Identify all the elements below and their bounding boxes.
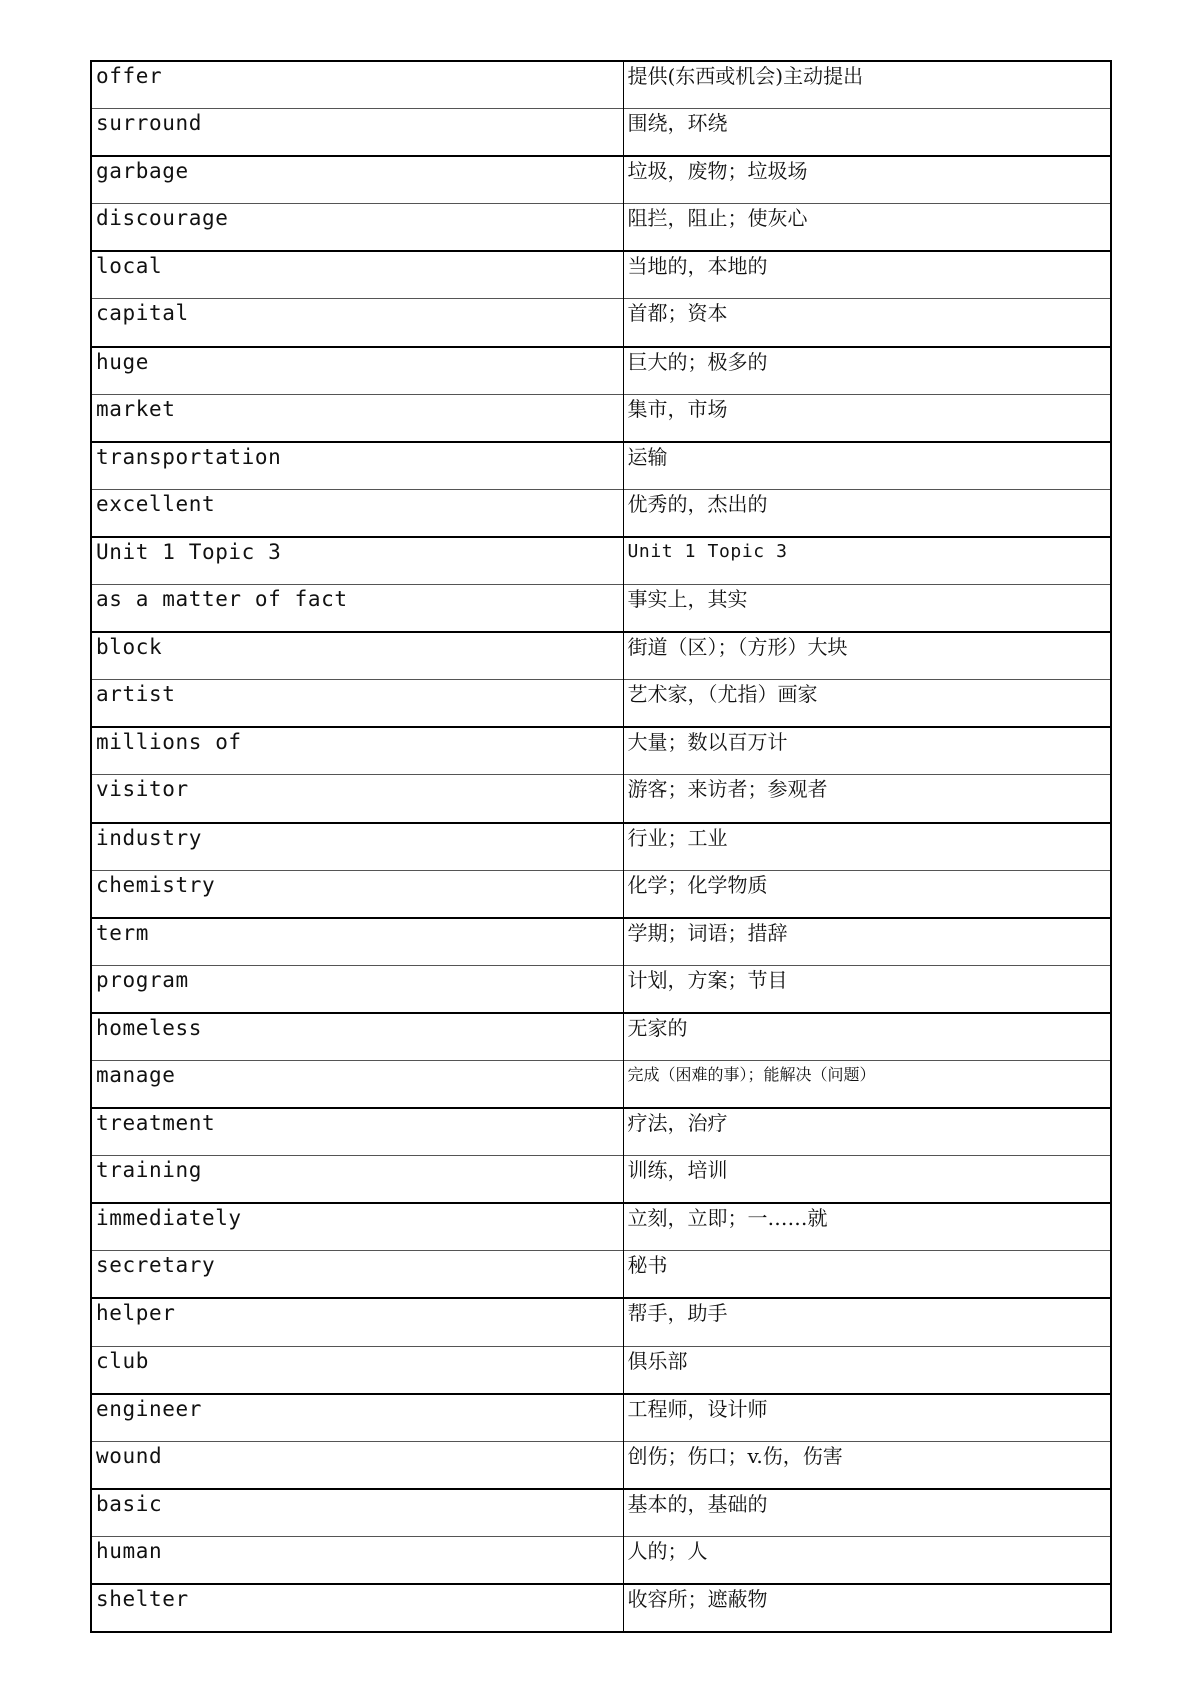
table-row (91, 918, 1111, 966)
chinese-meaning-cell: 化学；化学物质 (623, 870, 1111, 918)
chinese-meaning-cell: 学期；词语；措辞 (623, 918, 1111, 966)
chinese-meaning-cell: 巨大的；极多的 (623, 347, 1111, 395)
english-word-cell: human (91, 1536, 623, 1584)
chinese-meaning-cell: 计划，方案；节目 (623, 965, 1111, 1013)
table-row (91, 394, 1111, 442)
table-row (91, 1060, 1111, 1108)
table-row (91, 1013, 1111, 1061)
table-row (91, 1108, 1111, 1156)
table-row (91, 1203, 1111, 1251)
english-word-cell: wound (91, 1441, 623, 1489)
table-row (91, 1489, 1111, 1537)
english-word-cell: surround (91, 109, 623, 157)
english-word-cell: treatment (91, 1108, 623, 1156)
english-word-cell: transportation (91, 442, 623, 490)
table-row (91, 585, 1111, 633)
english-word-cell: visitor (91, 775, 623, 823)
english-word-cell: block (91, 632, 623, 680)
table-row (91, 965, 1111, 1013)
english-word-cell: training (91, 1156, 623, 1204)
english-word-cell: chemistry (91, 870, 623, 918)
table-row (91, 109, 1111, 157)
english-word-cell: market (91, 394, 623, 442)
english-word-cell: as a matter of fact (91, 585, 623, 633)
chinese-meaning-cell: 完成（困难的事）；能解决（问题） (623, 1060, 1111, 1108)
table-row (91, 1298, 1111, 1346)
table-row (91, 347, 1111, 395)
english-word-cell: homeless (91, 1013, 623, 1061)
table-row (91, 1156, 1111, 1204)
table-row (91, 251, 1111, 299)
table-row (91, 1251, 1111, 1299)
chinese-meaning-cell: 优秀的，杰出的 (623, 489, 1111, 537)
table-row (91, 1536, 1111, 1584)
chinese-meaning-cell: 立刻，立即；一……就 (623, 1203, 1111, 1251)
chinese-meaning-cell: 运输 (623, 442, 1111, 490)
table-row (91, 1394, 1111, 1442)
table-row (91, 204, 1111, 252)
chinese-meaning-cell: 当地的，本地的 (623, 251, 1111, 299)
english-word-cell: term (91, 918, 623, 966)
chinese-meaning-cell: 俱乐部 (623, 1346, 1111, 1394)
table-row (91, 775, 1111, 823)
chinese-meaning-cell: 创伤；伤口；v.伤，伤害 (623, 1441, 1111, 1489)
english-word-cell: capital (91, 299, 623, 347)
chinese-meaning-cell: 大量；数以百万计 (623, 727, 1111, 775)
chinese-meaning-cell: 艺术家，（尤指）画家 (623, 680, 1111, 728)
table-row (91, 61, 1111, 109)
english-word-cell: industry (91, 823, 623, 871)
chinese-meaning-cell: 收容所；遮蔽物 (623, 1584, 1111, 1632)
english-word-cell: secretary (91, 1251, 623, 1299)
english-word-cell: shelter (91, 1584, 623, 1632)
english-word-cell: immediately (91, 1203, 623, 1251)
table-row (91, 442, 1111, 490)
chinese-meaning-cell: 疗法，治疗 (623, 1108, 1111, 1156)
english-word-cell: artist (91, 680, 623, 728)
vocabulary-table-body (91, 61, 1111, 1632)
english-word-cell: garbage (91, 156, 623, 204)
table-row (91, 156, 1111, 204)
table-row (91, 632, 1111, 680)
english-word-cell: basic (91, 1489, 623, 1537)
chinese-meaning-cell: 首都；资本 (623, 299, 1111, 347)
table-row (91, 1584, 1111, 1632)
table-row (91, 823, 1111, 871)
chinese-meaning-cell: 人的；人 (623, 1536, 1111, 1584)
table-row (91, 1346, 1111, 1394)
vocabulary-table (90, 60, 1112, 1633)
table-row (91, 727, 1111, 775)
chinese-meaning-cell: Unit 1 Topic 3 (623, 537, 1111, 585)
chinese-meaning-cell: 街道（区）；（方形）大块 (623, 632, 1111, 680)
english-word-cell: excellent (91, 489, 623, 537)
chinese-meaning-cell: 事实上，其实 (623, 585, 1111, 633)
english-word-cell: program (91, 965, 623, 1013)
chinese-meaning-cell: 无家的 (623, 1013, 1111, 1061)
english-word-cell: club (91, 1346, 623, 1394)
chinese-meaning-cell: 秘书 (623, 1251, 1111, 1299)
table-row (91, 537, 1111, 585)
chinese-meaning-cell: 集市，市场 (623, 394, 1111, 442)
table-row (91, 489, 1111, 537)
chinese-meaning-cell: 帮手，助手 (623, 1298, 1111, 1346)
english-word-cell: engineer (91, 1394, 623, 1442)
chinese-meaning-cell: 游客；来访者；参观者 (623, 775, 1111, 823)
chinese-meaning-cell: 提供(东西或机会)主动提出 (623, 61, 1111, 109)
table-row (91, 299, 1111, 347)
chinese-meaning-cell: 阻拦，阻止；使灰心 (623, 204, 1111, 252)
english-word-cell: Unit 1 Topic 3 (91, 537, 623, 585)
english-word-cell: discourage (91, 204, 623, 252)
chinese-meaning-cell: 基本的，基础的 (623, 1489, 1111, 1537)
english-word-cell: offer (91, 61, 623, 109)
chinese-meaning-cell: 训练，培训 (623, 1156, 1111, 1204)
chinese-meaning-cell: 行业；工业 (623, 823, 1111, 871)
english-word-cell: huge (91, 347, 623, 395)
chinese-meaning-cell: 工程师，设计师 (623, 1394, 1111, 1442)
english-word-cell: millions of (91, 727, 623, 775)
chinese-meaning-cell: 围绕，环绕 (623, 109, 1111, 157)
english-word-cell: manage (91, 1060, 623, 1108)
english-word-cell: local (91, 251, 623, 299)
table-row (91, 870, 1111, 918)
chinese-meaning-cell: 垃圾，废物；垃圾场 (623, 156, 1111, 204)
table-row (91, 1441, 1111, 1489)
table-row (91, 680, 1111, 728)
english-word-cell: helper (91, 1298, 623, 1346)
